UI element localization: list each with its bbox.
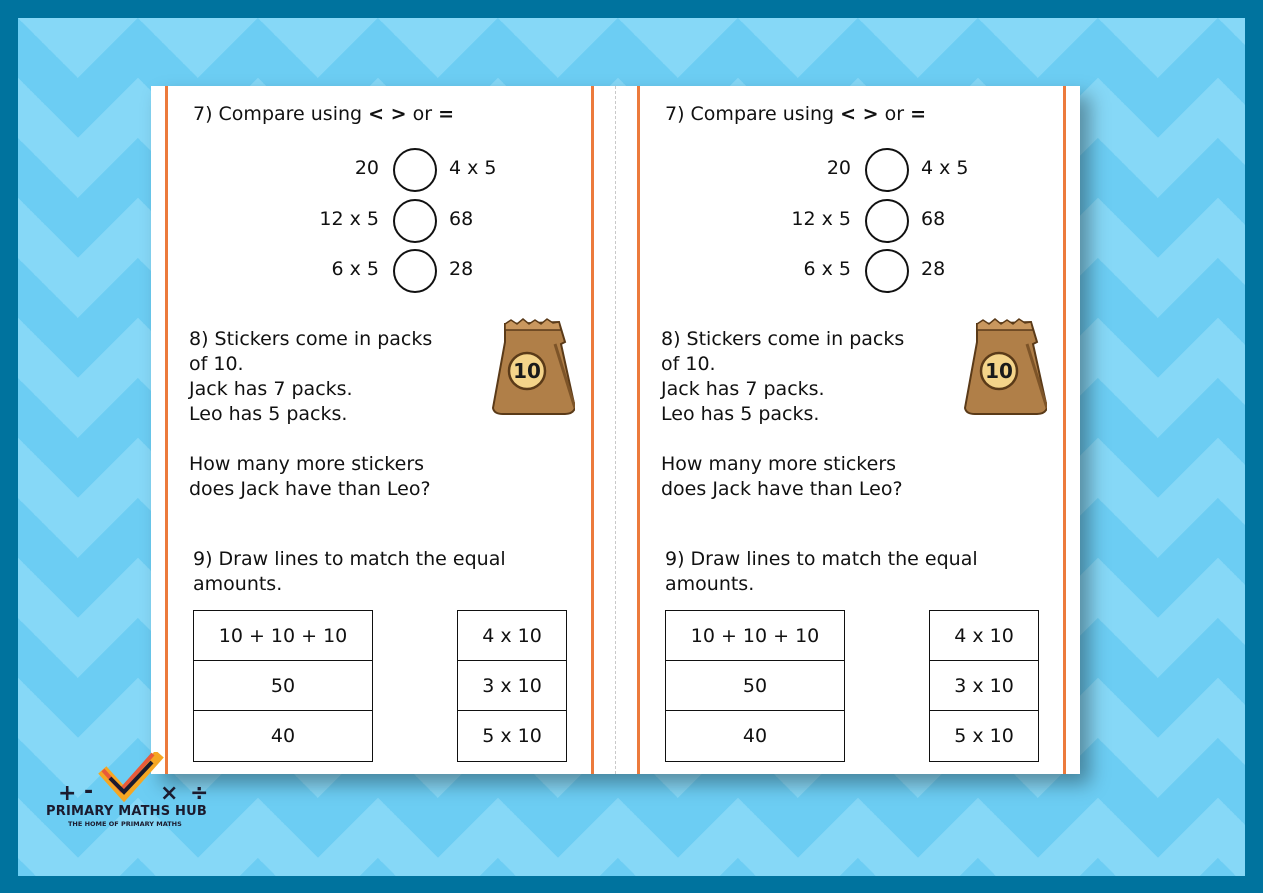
- match-left-column: [193, 610, 373, 762]
- svg-text:×: ×: [160, 781, 179, 804]
- compare-right: 28: [449, 258, 474, 280]
- q8-text: 8) Stickers come in packs of 10. Jack has 7 packs. Leo has 5 packs. How many more stickers does Jack have than Leo?: [189, 328, 433, 500]
- logo-mark-icon: [44, 752, 224, 804]
- match-box[interactable]: 10 + 10 + 10: [194, 611, 372, 661]
- match-box[interactable]: 40: [270, 725, 296, 747]
- match-box[interactable]: 40: [742, 725, 768, 747]
- compare-row: [761, 199, 991, 243]
- match-right-column: [457, 610, 567, 762]
- svg-text:-: -: [84, 779, 94, 804]
- compare-circle[interactable]: [865, 148, 909, 192]
- match-box[interactable]: 5 x 10: [954, 725, 1014, 747]
- compare-circle[interactable]: [393, 148, 437, 192]
- sticker-pack-label: 10: [513, 359, 541, 383]
- sticker-pack-icon: [963, 316, 1047, 416]
- logo-brand-name: PRIMARY MATHS HUB: [46, 804, 207, 819]
- compare-row: [289, 199, 519, 243]
- match-box[interactable]: 50: [194, 661, 372, 711]
- match-box[interactable]: 4 x 10: [458, 611, 566, 661]
- q7-prompt: 7) Compare using < > or =: [665, 103, 927, 125]
- compare-right: 28: [921, 258, 946, 280]
- compare-circle[interactable]: [393, 249, 437, 293]
- compare-right: 4 x 5: [449, 157, 497, 179]
- worksheet-sheet: [151, 86, 1080, 774]
- compare-left: 20: [826, 157, 851, 179]
- primary-maths-hub-logo: [44, 752, 224, 832]
- center-right-line: [637, 86, 640, 774]
- compare-left: 12 x 5: [791, 208, 851, 230]
- logo-tagline: THE HOME OF PRIMARY MATHS: [68, 820, 182, 828]
- match-left-column: [665, 610, 845, 762]
- match-box[interactable]: 4 x 10: [930, 611, 1038, 661]
- match-box[interactable]: 3 x 10: [458, 661, 566, 711]
- match-box[interactable]: 3 x 10: [930, 661, 1038, 711]
- question-card-right: [661, 86, 1091, 774]
- q9-prompt: 9) Draw lines to match the equal amounts.: [665, 548, 978, 595]
- compare-row: [289, 249, 519, 293]
- match-box[interactable]: 10 + 10 + 10: [666, 611, 844, 661]
- compare-row: [761, 148, 991, 192]
- compare-left: 6 x 5: [331, 258, 379, 280]
- compare-right: 68: [449, 208, 474, 230]
- q8-text: 8) Stickers come in packs of 10. Jack has 7 packs. Leo has 5 packs. How many more stickers does Jack have than Leo?: [661, 328, 905, 500]
- compare-left: 20: [354, 157, 379, 179]
- svg-text:÷: ÷: [190, 781, 209, 804]
- compare-circle[interactable]: [865, 199, 909, 243]
- match-box[interactable]: 50: [666, 661, 844, 711]
- svg-text:+: +: [58, 781, 77, 804]
- q9-prompt: 9) Draw lines to match the equal amounts.: [193, 548, 506, 595]
- compare-row: [761, 249, 991, 293]
- sticker-pack-icon: [491, 316, 575, 416]
- match-box[interactable]: 5 x 10: [482, 725, 542, 747]
- question-card-left: [189, 86, 619, 774]
- left-margin-line: [165, 86, 168, 774]
- compare-circle[interactable]: [865, 249, 909, 293]
- compare-circle[interactable]: [393, 199, 437, 243]
- compare-left: 12 x 5: [319, 208, 379, 230]
- compare-right: 68: [921, 208, 946, 230]
- compare-right: 4 x 5: [921, 157, 969, 179]
- compare-row: [289, 148, 519, 192]
- compare-left: 6 x 5: [803, 258, 851, 280]
- match-right-column: [929, 610, 1039, 762]
- q7-prompt: 7) Compare using < > or =: [193, 103, 455, 125]
- sticker-pack-label: 10: [985, 359, 1013, 383]
